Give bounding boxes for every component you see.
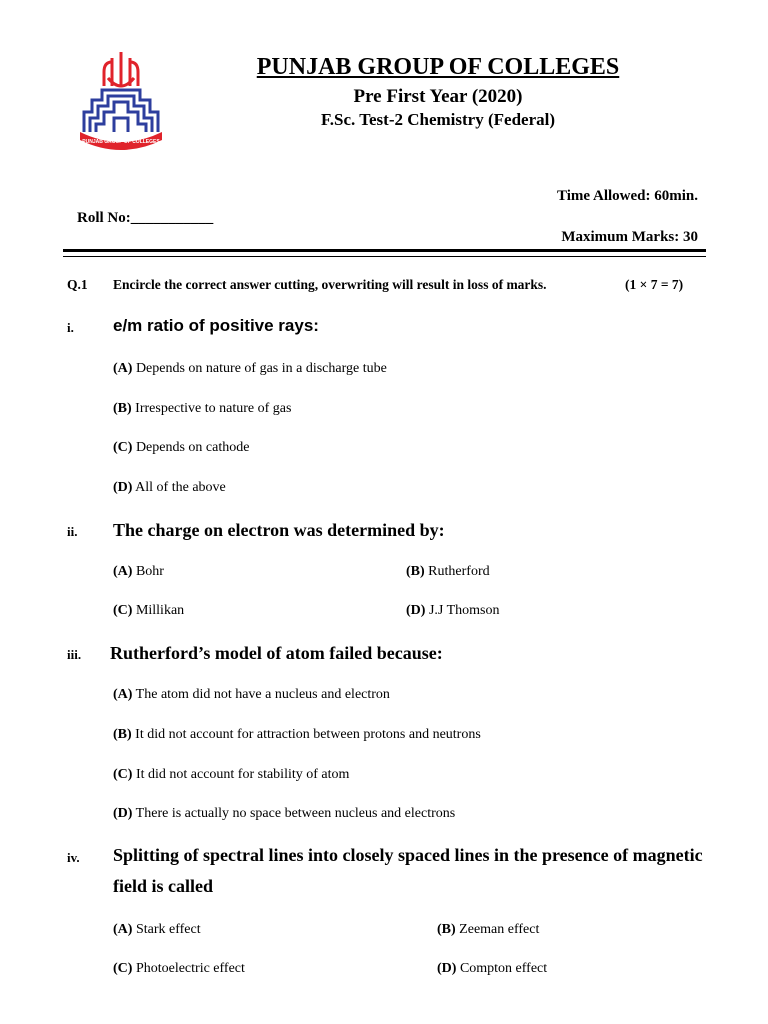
- option-key: (A): [113, 361, 133, 376]
- option-text: Bohr: [132, 564, 164, 579]
- option-text: There is actually no space between nucleus and electrons: [132, 806, 456, 821]
- option-text: Depends on nature of gas in a discharge tube: [132, 361, 387, 376]
- option-c[interactable]: [113, 603, 184, 619]
- option-d[interactable]: [406, 603, 499, 619]
- question-text: The charge on electron was determined by:: [113, 520, 445, 540]
- question-text: Rutherford’s model of atom failed because:: [110, 643, 443, 663]
- option-text: It did not account for attraction between protons and neutrons: [131, 727, 481, 742]
- option-key: (B): [113, 727, 132, 742]
- question-text: e/m ratio of positive rays:: [113, 316, 319, 335]
- question-number: ii.: [67, 524, 78, 539]
- question-number: iv.: [67, 850, 80, 865]
- option-a[interactable]: [113, 687, 390, 703]
- option-key: (D): [113, 480, 133, 495]
- option-b[interactable]: [113, 727, 481, 743]
- option-key: (D): [113, 806, 133, 821]
- option-key: (C): [113, 767, 133, 782]
- option-text: J.J Thomson: [425, 603, 500, 618]
- option-text: Stark effect: [132, 922, 201, 937]
- option-b[interactable]: [437, 922, 539, 938]
- option-key: (B): [113, 401, 132, 416]
- option-b[interactable]: [406, 564, 490, 580]
- option-key: (C): [113, 961, 133, 976]
- option-text: Photoelectric effect: [132, 961, 245, 976]
- option-text: Compton effect: [456, 961, 548, 976]
- option-text: The atom did not have a nucleus and electron: [132, 687, 390, 702]
- question-number: iii.: [67, 647, 82, 662]
- roll-number-field: Roll No:___________: [77, 210, 214, 226]
- logo-banner-text: PUNJAB GROUP OF COLLEGES: [82, 139, 160, 145]
- option-text: Zeeman effect: [455, 922, 540, 937]
- option-key: (B): [437, 922, 456, 937]
- option-b[interactable]: [113, 401, 291, 417]
- option-d[interactable]: [113, 480, 226, 496]
- option-key: (B): [406, 564, 425, 579]
- option-text: Millikan: [132, 603, 185, 618]
- option-key: (C): [113, 440, 133, 455]
- option-text: It did not account for stability of atom: [132, 767, 350, 782]
- option-key: (D): [406, 603, 426, 618]
- test-name: F.Sc. Test-2 Chemistry (Federal): [320, 110, 556, 129]
- section-number: Q.1: [67, 277, 88, 292]
- option-c[interactable]: [113, 767, 349, 783]
- header-divider-thick: [63, 249, 706, 252]
- header-divider-thin: [63, 256, 706, 257]
- option-text: All of the above: [132, 480, 226, 495]
- option-a[interactable]: [113, 361, 387, 377]
- class-year: Pre First Year (2020): [353, 86, 523, 107]
- option-key: (A): [113, 687, 133, 702]
- option-d[interactable]: [113, 806, 455, 822]
- question-text: Splitting of spectral lines into closely spaced lines in the presence of magnetic field is called: [113, 845, 703, 896]
- page-title: PUNJAB GROUP OF COLLEGES: [256, 54, 620, 80]
- option-c[interactable]: [113, 961, 245, 977]
- option-d[interactable]: [437, 961, 547, 977]
- section-marks: (1 × 7 = 7): [625, 277, 684, 292]
- option-a[interactable]: [113, 922, 201, 938]
- option-key: (A): [113, 564, 133, 579]
- maximum-marks: Maximum Marks: 30: [561, 229, 698, 245]
- option-c[interactable]: [113, 440, 249, 456]
- option-text: Rutherford: [424, 564, 490, 579]
- option-key: (D): [437, 961, 457, 976]
- option-a[interactable]: [113, 564, 164, 580]
- option-key: (C): [113, 603, 133, 618]
- time-allowed: Time Allowed: 60min.: [557, 188, 698, 204]
- question-number: i.: [67, 320, 74, 335]
- option-key: (A): [113, 922, 133, 937]
- option-text: Irrespective to nature of gas: [131, 401, 292, 416]
- section-instruction: Encircle the correct answer cutting, overwriting will result in loss of marks.: [113, 277, 547, 292]
- option-text: Depends on cathode: [132, 440, 250, 455]
